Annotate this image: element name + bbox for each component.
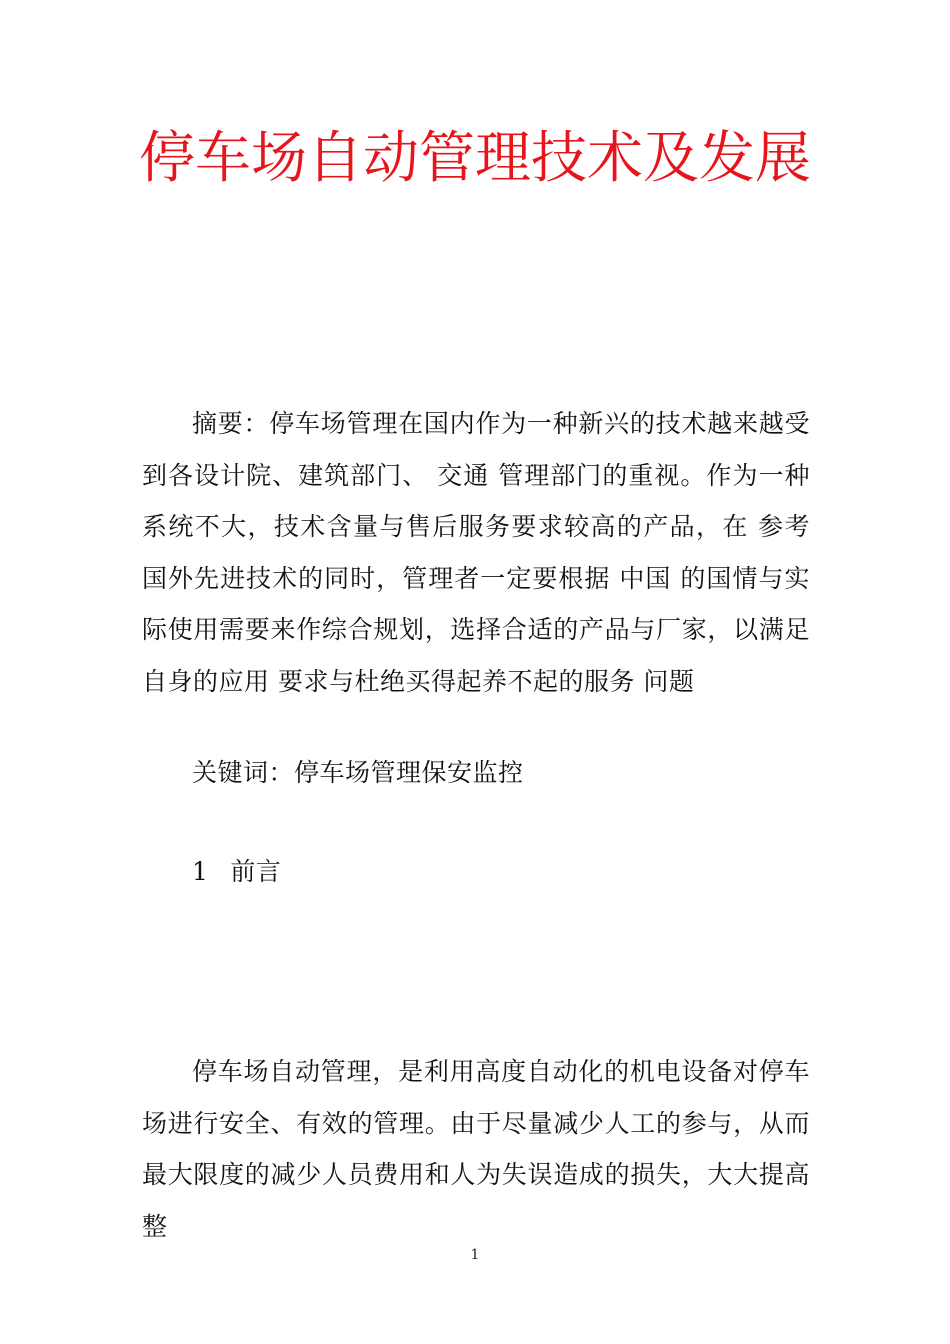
section-number: 1	[192, 857, 209, 886]
document-title: 停车场自动管理技术及发展	[139, 126, 811, 191]
abstract-paragraph: 摘要：停车场管理在国内作为一种新兴的技术越来越受到各设计院、建筑部门、 交通 管理部门的重视。作为一种系统不大，技术含量与售后服务要求较高的产品，在 参考 国外先进技术的同时，管理者一定要根据 中国 的国情与实际使用需要来作综合规划，选择合适的产品与厂家，以满足自身的应用 要求与杜绝买得起养不起的服务 问题	[142, 409, 810, 696]
keywords-line: 关键词：停车场管理保安监控	[192, 758, 524, 787]
section-heading	[142, 846, 810, 898]
body-paragraph: 停车场自动管理，是利用高度自动化的机电设备对停车场进行安全、有效的管理。由于尽量减少人工的参与，从而最大限度的减少人员费用和人为失误造成的损失，大大提高整	[142, 1057, 810, 1241]
page-number: 1	[470, 1247, 480, 1263]
section-title: 前言	[230, 857, 282, 886]
